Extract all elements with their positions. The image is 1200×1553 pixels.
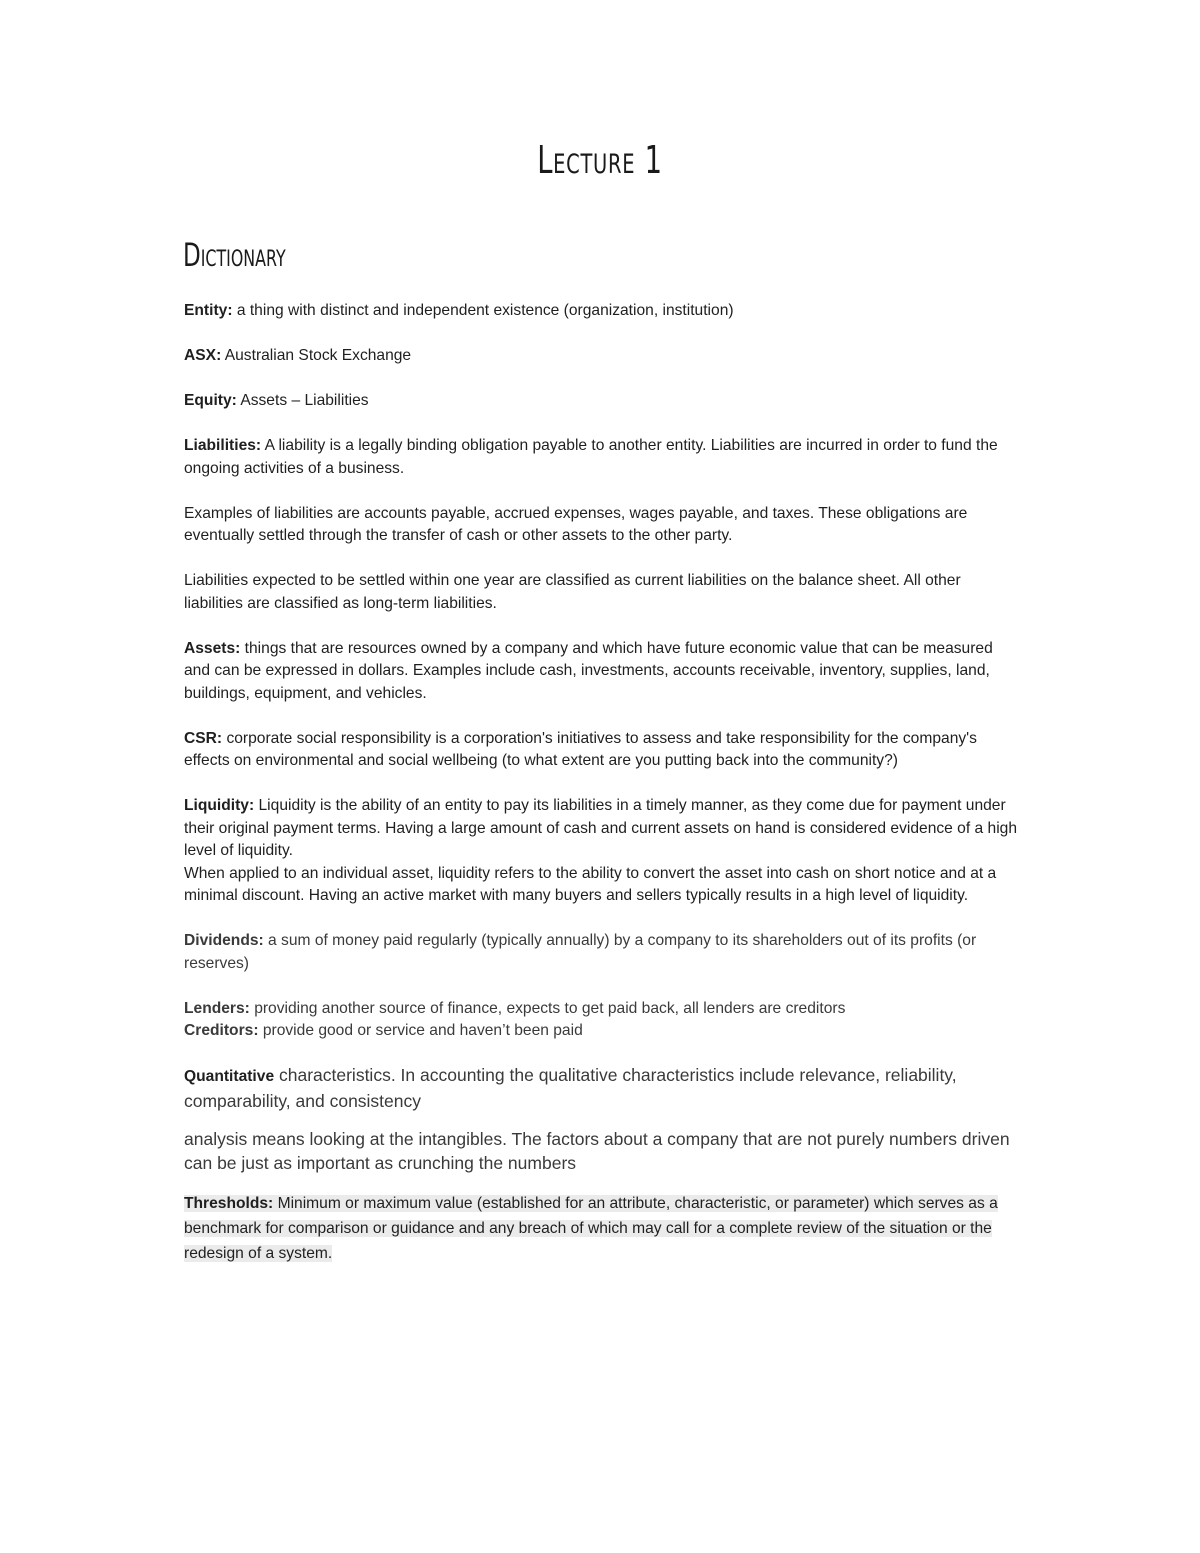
term-definition: A liability is a legally binding obligation payable to another entity. Liabilities are incurred in order to fund the ongoing activities of a business. [184,437,998,477]
term-definition: corporate social responsibility is a corporation's initiatives to assess and take responsibility for the company's effects on environmental and social wellbeing (to what extent are you putting back into the community?) [184,729,977,769]
entry-quantitative [184,1063,1020,1113]
entry-csr [184,728,1020,773]
term-label: ASX: [184,347,222,364]
entry-dividends [184,930,1020,975]
term-definition: Assets – Liabilities [236,392,369,409]
term-definition: things that are resources owned by a company and which have future economic value that can be measured and can be expressed in dollars. Examples include cash, investments, accounts receivable, inventory, supplies, land, buildings, equipment, and vehicles. [184,639,993,702]
entry-lenders [184,998,1020,1021]
dictionary-content [184,300,1020,1288]
term-definition: Liquidity is the ability of an entity to pay its liabilities in a timely manner, as they come due for payment under their original payment terms. Having a large amount of cash and current assets on hand is considered evidence of a high level of liquidity. [184,797,1018,859]
term-label: Creditors: [184,1022,259,1039]
entry-entity [184,300,1020,323]
entry-asx [184,345,1020,368]
entry-assets [184,638,1020,706]
term-definition: Minimum or maximum value (established for an attribute, characteristic, or parameter) which serves as a benchmark for comparison or guidance and any breach of which may call for a complete review of the situation or the redesign of a system. [184,1194,998,1262]
term-label: Entity: [184,302,233,319]
term-label: Thresholds: [184,1194,274,1212]
entry-liquidity [184,795,1020,863]
term-label: Lenders: [184,999,250,1017]
entry-creditors [184,1020,1020,1043]
term-label: CSR: [184,729,223,747]
page-title: Lecture 1 [537,138,663,182]
entry-liabilities [184,435,1020,480]
section-heading: Dictionary [183,236,286,274]
term-label: Quantitative [184,1067,275,1085]
liabilities-examples: Examples of liabilities are accounts payable, accrued expenses, wages payable, and taxes. These obligations are eventually settled through the transfer of cash or other assets to the other party. [184,504,968,544]
liabilities-classification: Liabilities expected to be settled within one year are classified as current liabilities on the balance sheet. All other liabilities are classified as long-term liabilities. [184,572,961,612]
liquidity-individual-asset: When applied to an individual asset, liquidity refers to the ability to convert the asset into cash on short notice and at a minimal discount. Having an active market with many buyers and sellers typically results in a high level of liquidity. [184,864,997,904]
entry-equity [184,390,1020,413]
term-label: Equity: [184,392,237,409]
term-label: Assets: [184,639,241,657]
term-label: Liabilities: [184,437,262,454]
entry-thresholds [184,1191,1020,1266]
term-definition: providing another source of finance, expects to get paid back, all lenders are creditors [249,999,846,1017]
entry-analysis: analysis means looking at the intangibles. The factors about a company that are not purely numbers driven can be just as important as crunching the numbers [184,1128,1010,1173]
term-definition: characteristics. In accounting the qualitative characteristics include relevance, reliability, comparability, and consistency [184,1064,957,1111]
term-definition: a thing with distinct and independent existence (organization, institution) [232,302,734,319]
term-definition: provide good or service and haven’t been paid [258,1022,583,1039]
term-label: Liquidity: [184,797,255,814]
term-label: Dividends: [184,932,264,949]
term-definition: Australian Stock Exchange [221,347,412,364]
term-definition: a sum of money paid regularly (typically annually) by a company to its shareholders out of its profits (or reserves) [184,932,977,972]
